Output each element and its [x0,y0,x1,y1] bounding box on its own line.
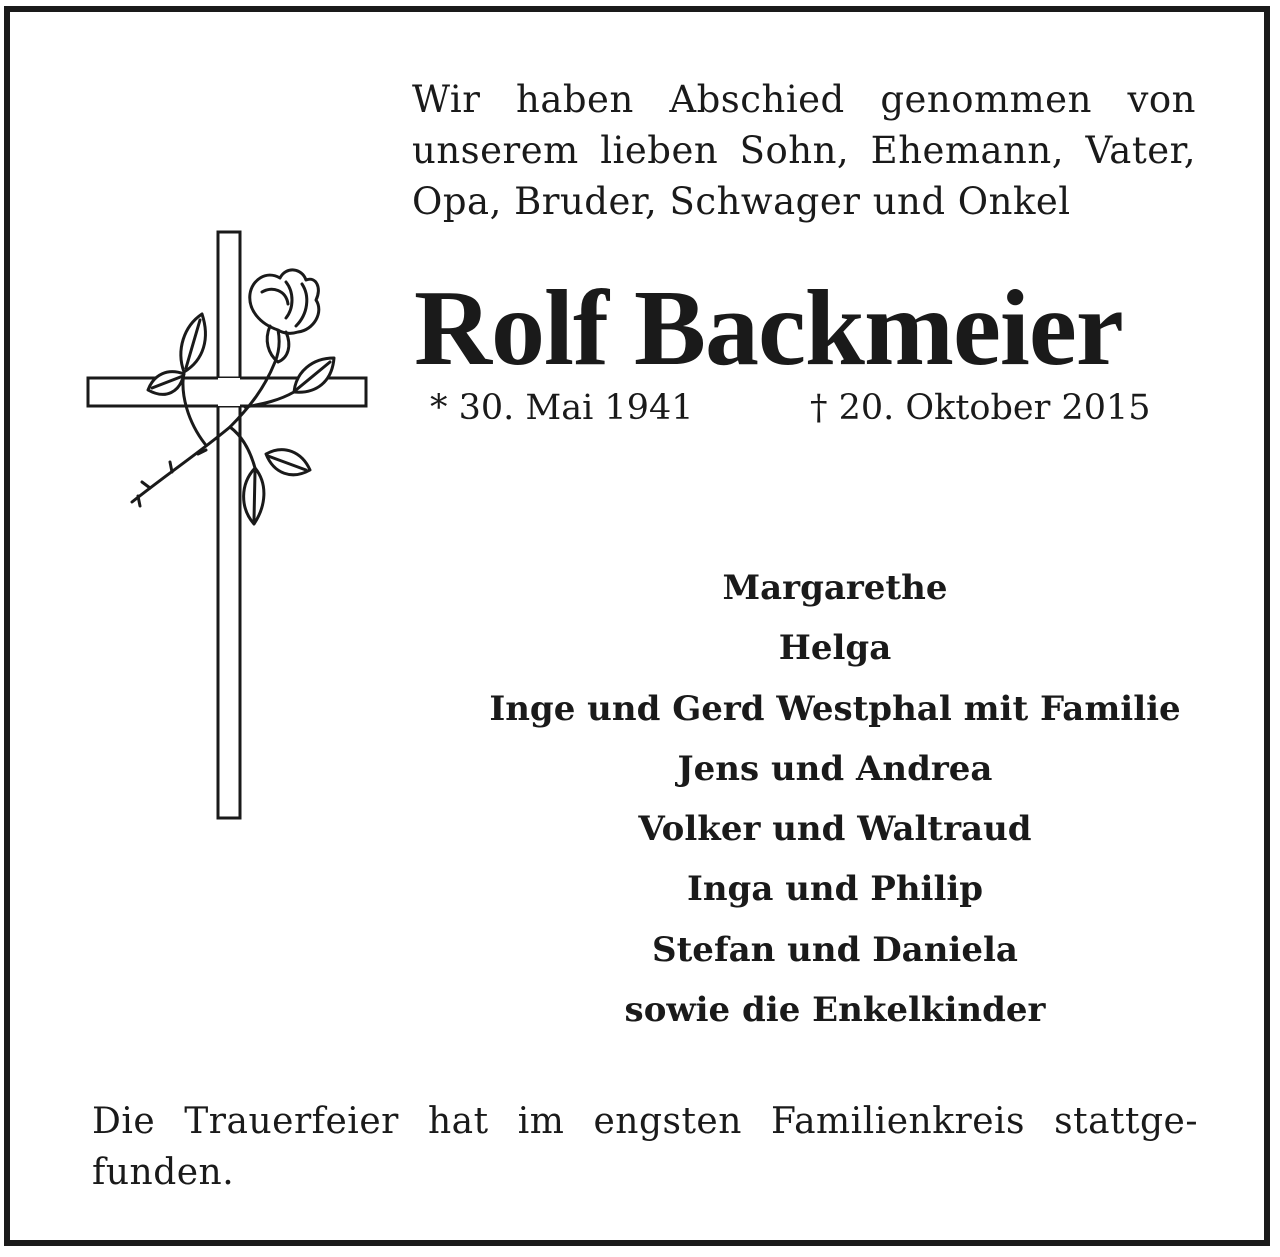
intro-text [412,74,1196,227]
birth-date: * 30. Mai 1941 [430,388,694,428]
closing-text [92,1096,1198,1198]
obituary-notice [4,6,1270,1246]
mourner: Inga und Philip [686,869,984,910]
mourner: Volker und Waltraud [638,809,1032,850]
death-date: † 20. Oktober 2015 [810,388,1151,428]
mourner: Inge und Gerd Westphal mit Familie [489,688,1181,729]
mourners-list [450,558,1220,1040]
mourner: Stefan und Daniela [652,929,1018,970]
cross-with-rose-icon [80,222,370,822]
intro-line: Wir haben Abschied genommen von [412,78,1196,121]
mourner: sowie die Enkelkinder [624,990,1046,1031]
mourner: Margarethe [722,568,948,608]
mourner: Helga [778,628,892,669]
intro-line: Opa, Bruder, Schwager und Onkel [412,180,1071,223]
mourner: Jens und Andrea [677,748,993,789]
closing-line: funden. [92,1152,235,1193]
deceased-name: Rolf Backmeier [414,269,1123,388]
intro-line: unserem lieben Sohn, Ehemann, Vater, [412,129,1196,172]
closing-line: Die Trauerfeier hat im engsten Familienkreis stattge- [92,1101,1198,1142]
